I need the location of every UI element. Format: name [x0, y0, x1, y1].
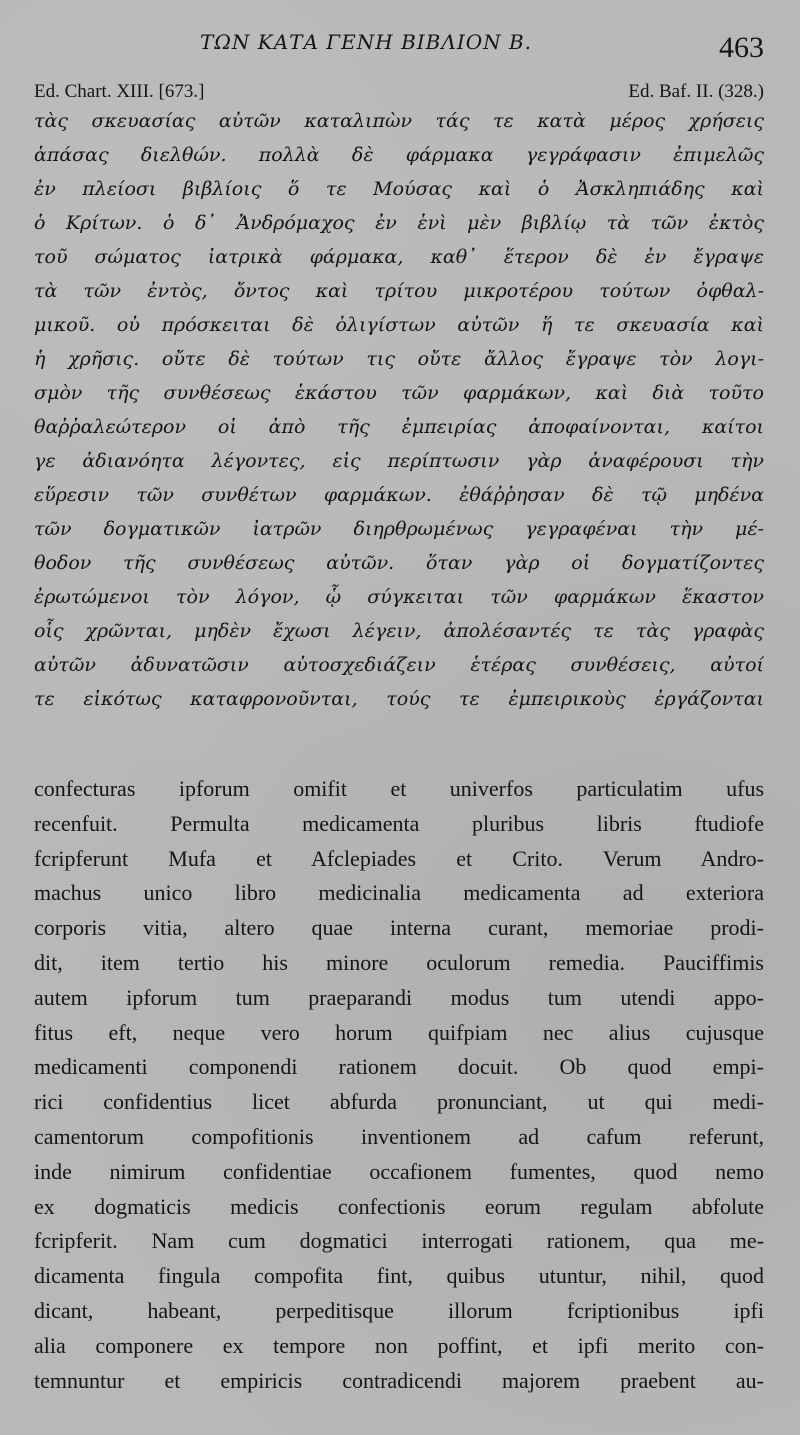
latin-line: alia componere ex tempore non poffint, et ipfi merito con-: [34, 1332, 764, 1358]
latin-line: machus unico libro medicinalia medicamenta ad exteriora: [34, 880, 764, 906]
latin-text-block: [34, 772, 764, 1398]
latin-line: dicant, habeant, perpeditisque illorum fcriptionibus ipfi: [34, 1297, 764, 1323]
edition-basel-reference: Ed. Baf. II. (328.): [628, 81, 764, 102]
latin-line: camentorum compofitionis inventionem ad cafum referunt,: [34, 1123, 764, 1149]
latin-line: confecturas ipforum omifit et univerfos particulatim ufus: [34, 776, 764, 801]
latin-line: fcripferunt Mufa et Afclepiades et Crito. Verum Andro-: [34, 845, 764, 871]
latin-line: fitus eft, neque vero horum quifpiam nec alius cujusque: [34, 1019, 764, 1045]
greek-line: θαῤῥαλεώτερον οἱ ἀπὸ τῆς ἐμπειρίας ἀποφαίνονται, καίτοι: [34, 416, 764, 438]
greek-line: τῶν δογματικῶν ἰατρῶν διηρθρωμένως γεγραφέναι τὴν μέ-: [34, 518, 764, 540]
greek-line: τὰ τῶν ἐντὸς, ὄντος καὶ τρίτου μικροτέρου τούτων ὀφθαλ-: [34, 280, 764, 302]
greek-line: γε ἀδιανόητα λέγοντες, εἰς περίπτωσιν γὰρ ἀναφέρουσι τὴν: [34, 450, 764, 472]
edition-reference-line: [34, 80, 764, 104]
latin-line: ex dogmaticis medicis confectionis eorum regulam abfolute: [34, 1193, 764, 1219]
greek-line: τοῦ σώματος ἰατρικὰ φάρμακα, καθ᾽ ἕτερον δὲ ἐν ἔγραψε: [34, 246, 764, 268]
latin-line: medicamenti componendi rationem docuit. Ob quod empi-: [34, 1054, 764, 1080]
latin-line: inde nimirum confidentiae occafionem fumentes, quod nemo: [34, 1158, 764, 1184]
greek-line: ἐν πλείοσι βιβλίοις ὅ τε Μούσας καὶ ὁ Ἀσκληπιάδης καὶ: [34, 178, 764, 200]
greek-line: θοδον τῆς συνθέσεως αὐτῶν. ὅταν γὰρ οἱ δογματίζοντες: [34, 552, 764, 574]
latin-line: autem ipforum tum praeparandi modus tum utendi appo-: [34, 984, 764, 1010]
greek-line: ὁ Κρίτων. ὁ δ᾽ Ἀνδρόμαχος ἐν ἑνὶ μὲν βιβλίῳ τὰ τῶν ἐκτὸς: [34, 212, 764, 234]
greek-line: τε εἰκότως καταφρονοῦνται, τούς τε ἐμπειρικοὺς ἐργάζονται: [34, 688, 764, 710]
greek-line: μικοῦ. οὐ πρόσκειται δὲ ὀλιγίστων αὐτῶν ἥ τε σκευασία καὶ: [34, 314, 764, 336]
latin-line: corporis vitia, altero quae interna curant, memoriae prodi-: [34, 915, 764, 941]
greek-line: αὐτῶν ἀδυνατῶσιν αὐτοσχεδιάζειν ἑτέρας συνθέσεις, αὐτοί: [34, 654, 764, 676]
latin-line: recenfuit. Permulta medicamenta pluribus libris ftudiofe: [34, 810, 764, 836]
latin-line: rici confidentius licet abfurda pronunciant, ut qui medi-: [34, 1089, 764, 1115]
latin-line: temnuntur et empiricis contradicendi majorem praebent au-: [34, 1367, 764, 1393]
running-head: ΤΩΝ ΚΑΤΑ ΓΕΝΗ ΒΙΒΛΙΟΝ Β.: [200, 30, 533, 54]
greek-text-block: [34, 104, 764, 716]
greek-line: εὕρεσιν τῶν συνθέτων φαρμάκων. ἐθάῤῥησαν δὲ τῷ μηδένα: [34, 484, 764, 506]
edition-chart-reference: Ed. Chart. XIII. [673.]: [34, 81, 205, 102]
greek-line: οἷς χρῶνται, μηδὲν ἔχωσι λέγειν, ἀπολέσαντές τε τὰς γραφὰς: [34, 620, 764, 642]
greek-line: ἐρωτώμενοι τὸν λόγον, ᾧ σύγκειται τῶν φαρμάκων ἕκαστον: [34, 586, 764, 608]
page-number: 463: [719, 31, 764, 64]
greek-line: σμὸν τῆς συνθέσεως ἑκάστου τῶν φαρμάκων, καὶ διὰ τοῦτο: [34, 382, 764, 404]
greek-line: ἁπάσας διελθών. πολλὰ δὲ φάρμακα γεγράφασιν ἐπιμελῶς: [34, 144, 764, 166]
latin-line: fcripferit. Nam cum dogmatici interrogati rationem, qua me-: [34, 1228, 764, 1254]
latin-line: dit, item tertio his minore oculorum remedia. Pauciffimis: [34, 949, 764, 975]
latin-line: dicamenta fingula compofita fint, quibus utuntur, nihil, quod: [34, 1263, 764, 1289]
greek-line: τὰς σκευασίας αὐτῶν καταλιπὼν τάς τε κατὰ μέρος χρήσεις: [34, 110, 764, 132]
greek-line: ἡ χρῆσις. οὔτε δὲ τούτων τις οὔτε ἄλλος ἔγραψε τὸν λογι-: [34, 348, 764, 370]
